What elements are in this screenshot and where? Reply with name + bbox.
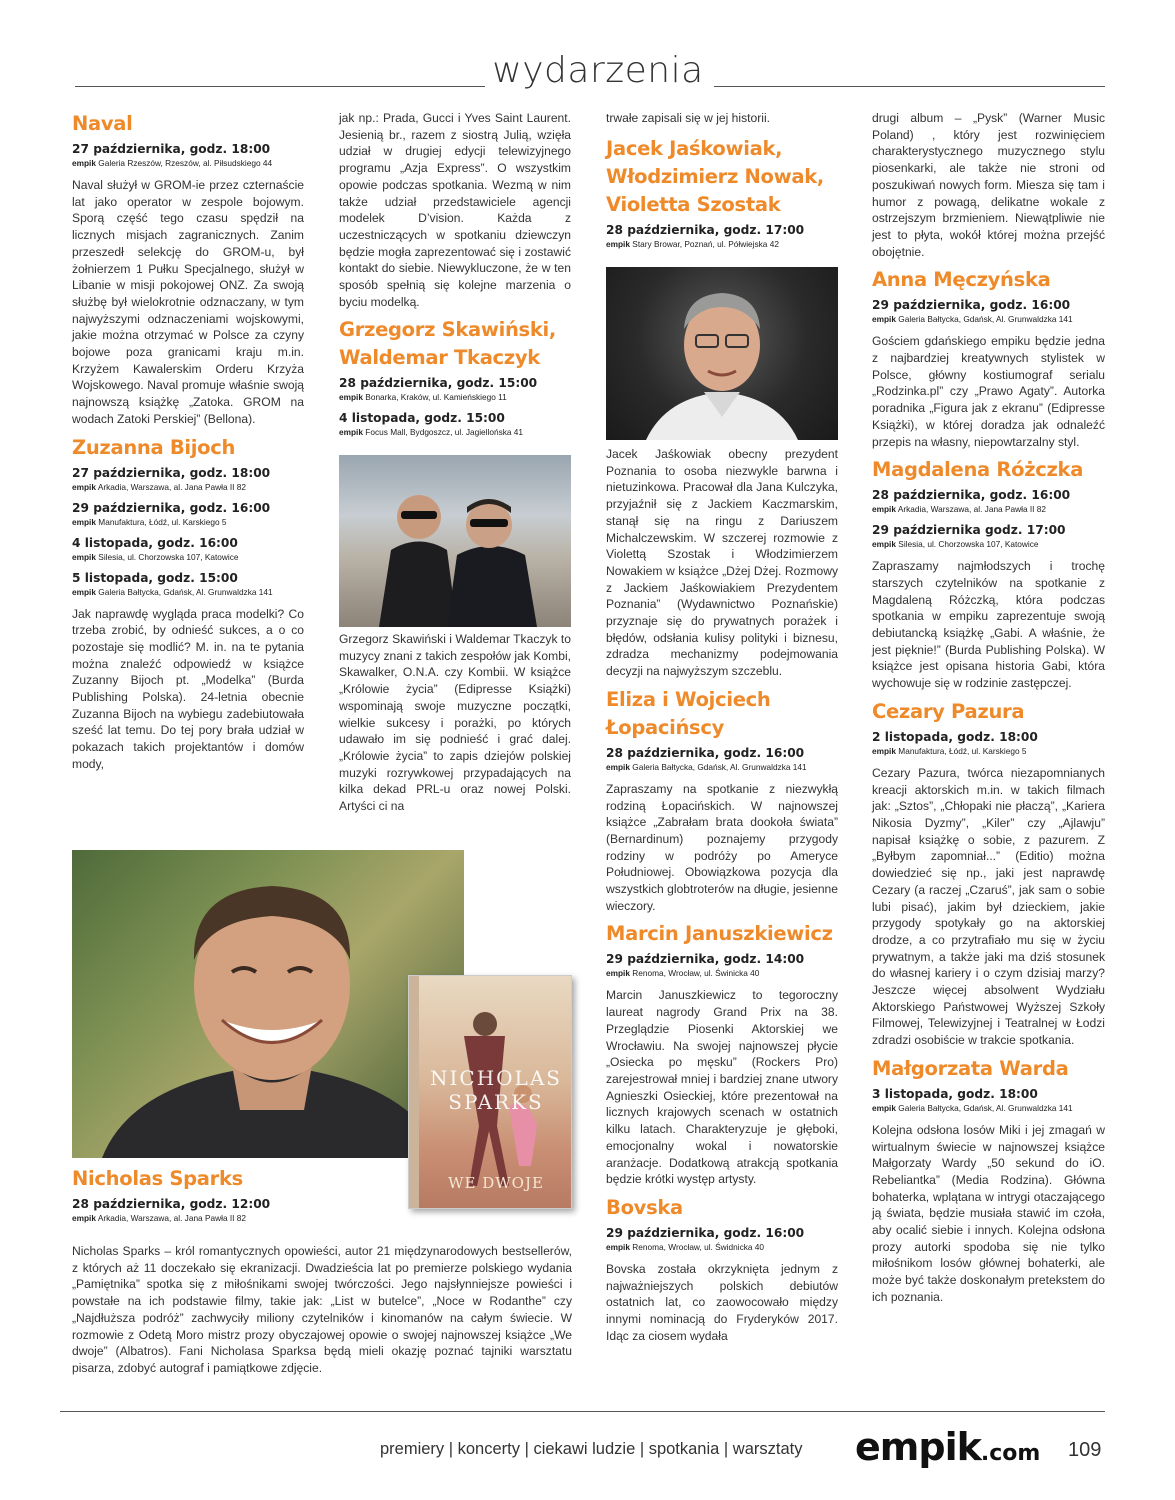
event-description-continued: jak np.: Prada, Gucci i Yves Saint Laurent. Jesienią br., razem z siostrą Julią, wzięła udział w drugiej edycji telewizyjnego programu „Azja Express”. O wszystkim opowie podczas spotkania. Wezmą w nim także udział przedstawiciele agencji modelek D’vision. Każda z uczestniczących w spotkaniu dziewczyn będzie mogła zaprezentować się i zostawić kontakt do siebie. Niewykluczone, że w ten sposób spełnią się kolejne marzenia o byciu modelką.: [339, 111, 571, 309]
event-venue: empik Silesia, ul. Chorzowska 107, Katowice: [872, 539, 1039, 550]
event-date: 29 października, godz. 16:00: [72, 500, 271, 515]
event-title: Nicholas Sparks: [72, 1167, 243, 1190]
event-venue: empik Arkadia, Warszawa, al. Jana Pawła II 82: [72, 481, 247, 492]
event-title: Naval: [72, 112, 133, 135]
event-description: Naval służył w GROM-ie przez czternaście lat jako operator w zespole bojowym. Sporą część tego czasu spędził na licznych misjach zagranicznych. Zanim przeszedł selekcję do GROM-u, był żołnierzem 1 Pułku Specjalnego, służył w Libanie w misji pokojowej ONZ. Za swoją służbę był wielokrotnie odznaczany, w tym najwyższymi odznaczeniami wojskowymi, jakie można otrzymać w Polsce za czyny bojowe poza granicami kraju m.in. Krzyżem Kawalerskim Orderu Krzyża Wojskowego. Naval promuje właśnie swoją najnowszą książkę „Zatoka. GROM na wodach Zatoki Perskiej” (Bellona).: [72, 178, 304, 426]
event-venue: empik Galeria Rzeszów, Rzeszów, al. Piłsudskiego 44: [72, 158, 273, 168]
page-number: 109: [1068, 1439, 1102, 1461]
footer-category-nav: premiery | koncerty | ciekawi ludzie | spotkania | warsztaty: [380, 1440, 803, 1458]
empik-logo: empik.com: [855, 1425, 1041, 1469]
event-date: 4 listopada, godz. 16:00: [72, 535, 238, 550]
event-description: Zapraszamy najmłodszych i trochę starszych czytelników na spotkanie z Magdaleną Różczką, która podczas spotkania w empiku zaprezentuje swoją debiutancką książkę „Gabi. A właśnie, że jest pięknie!” (Burda Publishing Polska). W książce jest opisana historia Gabi, która wychowuje się w rodzinie zastępczej.: [872, 559, 1105, 691]
column-4: [872, 110, 1105, 1306]
column-2-lower: [339, 631, 571, 815]
sparks-section: [72, 1165, 572, 1232]
event-description: Grzegorz Skawiński i Waldemar Tkaczyk to muzycy znani z takich zespołów jak Kombi, Skawalker, O.N.A. czy Kombii. W książce „Królowie życia” (Edipresse Książki) wspominają swoje muzyczne początki, wielkie sukcesy i porażki, po których udawało im się podnieść i grać dalej. „Królowie życia” to zapis dziejów polskiej muzyki rozrywkowej przypadających na kilka dekad PRL-u oraz nowej Polski. Artyści ci na: [339, 632, 571, 814]
event-description: Cezary Pazura, twórca niezapomnianych kreacji aktorskich m.in. w takich filmach jak: „Sztos”, „Chłopaki nie płaczą”, „Kariera Nikosia Dyzmy”, „Kiler” czy „Ajlawju” napisał książkę o sobie, z pazurem. Z „Byłbym zapomniał...” (Editio) można dowiedzieć się np., jaki jest naprawdę Cezary (a raczej „Czaruś”, jak sam o sobie lubi pisać), jakim był dzieckiem, jakie przygody spotykały go na aktorskiej drodze, a co przytrafiało mu się w życiu prywatnym, a także jaki ma dziś stosunek do własnej kariery i o czym dzisiaj marzy? Jeszcze więcej absolwent Wydziału Aktorskiego Państwowej Wyższej Szkoły Filmowej, Telewizyjnej i Teatralnej w Łodzi zdradzi osobiście w trakcie spotkania.: [872, 765, 1105, 1048]
column-1: [72, 110, 304, 773]
event-venue: empik Arkadia, Warszawa, al. Jana Pawła II 82: [872, 504, 1047, 515]
column-3: [606, 110, 838, 258]
event-date: 3 listopada, godz. 18:00: [872, 1086, 1038, 1101]
musicians-photo-illustration: [339, 455, 571, 627]
event-venue: empik Renoma, Wrocław, ul. Świdnicka 40: [606, 1241, 765, 1252]
event-venue: empik Bonarka, Kraków, ul. Kamieńskiego 11: [339, 392, 507, 403]
event-description: Bovska została okrzyknięta jednym z najważniejszych polskich debiutów ostatnich lat, co zaowocowało między innymi nominacją do Fryderyków 2017. Idąc za ciosem wydała: [606, 1261, 838, 1343]
event-date: 28 października, godz. 15:00: [339, 376, 538, 391]
sparks-portrait-illustration: [72, 850, 464, 1158]
event-date: 29 października, godz. 14:00: [606, 952, 805, 967]
event-venue: empik Galeria Bałtycka, Gdańsk, Al. Grunwaldzka 141: [606, 761, 807, 772]
event-title: Anna Męczyńska: [872, 268, 1051, 292]
event-description: Kolejna odsłona losów Miki i jej zmagań w wirtualnym świecie w najnowszej książce Małgorzaty Wardy „50 sekund do iO. Rebeliantka” (Media Rodzina). Główna bohaterka, wplątana w intrygi otaczającego ją świata, będzie musiała stawić im czoła, aby ocalić siebie i innych. Kolejna odsłona prozy autorki spodoba się nie tylko miłośnikom losów głównej bohaterki, ale może być także doskonałym pretekstem do ich poznania.: [872, 1122, 1105, 1304]
event-venue: empik Stary Browar, Poznań, ul. Półwiejska 42: [606, 238, 779, 249]
event-date: 29 października godz. 17:00: [872, 523, 1066, 538]
event-title: Bovska: [606, 1195, 683, 1219]
jaskowiak-photo-illustration: [606, 267, 838, 440]
event-date: 28 października, godz. 16:00: [606, 745, 805, 760]
event-title: Małgorzata Warda: [872, 1056, 1069, 1080]
event-date: 28 października, godz. 16:00: [872, 488, 1071, 503]
event-description: Gościem gdańskiego empiku będzie jedna z najbardziej kreatywnych stylistek w Polsce, główny kostiumograf serialu „Rodzinka.pl” czy „Prawo Agaty”. Autorka poradnika „Figura jak z ekranu” (Edipresse Książki), w której doradza jak odnaleźć przepis na własny, niepowtarzalny styl.: [872, 334, 1105, 449]
event-venue: empik Galeria Bałtycka, Gdańsk, Al. Grunwaldzka 141: [72, 586, 273, 597]
event-venue: empik Arkadia, Warszawa, al. Jana Pawła II 82: [72, 1213, 247, 1223]
event-description: Jak naprawdę wygląda praca modelki? Co trzeba zrobić, by odnieść sukces, a o co pozostaje się modlić? M. in. na te pytania można znaleźć odpowiedź w książce Zuzanny Bijoch pt. „Modelka” (Burda Publishing Polska). 24-letnia obecnie Zuzanna Bijoch na wybiegu zadebiutowała sześć lat temu. Do tej pory brała udział w pokazach takich projektantów i domów mody,: [72, 606, 304, 771]
event-venue: empik Manufaktura, Łódź, ul. Karskiego 5: [72, 516, 227, 527]
event-date: 2 listopada, godz. 18:00: [872, 729, 1038, 744]
column-3-lower: [606, 446, 838, 1344]
event-date: 5 listopada, godz. 15:00: [72, 570, 238, 585]
event-description: Jacek Jaśkowiak obecny prezydent Poznania to osoba niezwykle barwna i nietuzinkowa. Pracował dla Jana Kulczyka, przyjaźnił się z Jackiem Kaczmarskim, stanął się na ringu z Dariuszem Michalczewskim. W szczerej rozmowie z Violettą Szostak i Włodzimierzem Nowakiem w książce „Dżej Dżej. Rozmowy z Jackiem Jaśkowiakiem Prezydentem Poznania” (Wydawnictwo Poznańskie) przyznaje się do prywatnych porażek i błędów, odsłania kulisy polityki i biznesu, zdradza mechanizmy podejmowania decyzji na najwyższym szczeblu.: [606, 447, 838, 679]
event-venue: empik Galeria Bałtycka, Gdańsk, Al. Grunwaldzka 141: [872, 314, 1073, 325]
event-title: Eliza i Wojciech Łopacińscy: [606, 687, 771, 739]
event-venue: empik Manufaktura, Łódź, ul. Karskiego 5: [872, 745, 1027, 756]
event-description-continued: drugi album – „Pysk” (Warner Music Poland) , który jest rozwinięciem charakterystycznego muzycznego stylu piosenkarki, ale także nie stroni od poszukiwań nowych form. Miesza się tam i humor z powagą, delikatne wokale z ostrzejszym brzmieniem. Niewątpliwie nie jest to płyta, wokół której można przejść obojętnie.: [872, 111, 1105, 259]
event-description: Zapraszamy na spotkanie z niezwykłą rodziną Łopacińskich. W najnowszej książce „Zabrałam brata dookoła świata” (Bernardinum) poznajemy przygody rodziny w podróży po Ameryce Południowej. Obowiązkowa pozycja dla wszystkich globtroterów na długie, jesienne wieczory.: [606, 781, 838, 913]
jaskowiak-photo: [606, 267, 838, 440]
footer-rule: [60, 1411, 1105, 1412]
event-date: 27 października, godz. 18:00: [72, 465, 271, 480]
event-venue: empik Silesia, ul. Chorzowska 107, Katowice: [72, 551, 239, 562]
event-venue: empik Galeria Bałtycka, Gdańsk, Al. Grunwaldzka 141: [872, 1102, 1073, 1113]
event-description: Nicholas Sparks – król romantycznych opowieści, autor 21 międzynarodowych bestsellerów, z których aż 11 doczekało się ekranizacji. Dwadzieścia lat po premierze polskiego wydania „Pamiętnika” spotka się z miłośnikami swojej twórczości. Jego najsłynniejsze powieści i powstałe na ich podstawie filmy, takie jak: „List w butelce”, „Noce w Rodanthe” czy „Najdłuższa podróż” zachwyciły miliony czytelników i kinomanów na całym świecie. W rozmowie z Odetą Moro mistrz prozy obyczajowej opowie o swojej najnowszej książce „We dwoje” (Albatros). Fani Nicholasa Sparksa będą mieli okazję poznać tajniki warsztatu pisarza, zdobyć autograf i pamiątkowe zdjęcie.: [72, 1244, 572, 1375]
header-rule-right: [714, 86, 1105, 87]
event-title: Cezary Pazura: [872, 699, 1025, 723]
event-description: Marcin Januszkiewicz to tegoroczny laureat nagrody Grand Prix na 38. Przeglądzie Piosenki Aktorskiej we Wrocławiu. Na swojej najnowszej płycie „Osiecka po męsku” (Rockers Pro) zarejestrował mniej i bardziej znane utwory Agnieszki Osieckiej, które prezentował na licznych krajowych scenach w ostatnich kilku latach. Charakteryzuje je głęboki, emocjonalny wokal i nowatorskie aranżacje. Dodatkową atrakcją spotkania będzie krótki występ artysty.: [606, 988, 838, 1187]
sparks-portrait: [72, 850, 464, 1158]
book-title: WE DWOJE: [448, 1174, 544, 1192]
event-title: Marcin Januszkiewicz: [606, 922, 833, 946]
event-date: 27 października, godz. 18:00: [72, 142, 271, 156]
section-title: wydarzenia: [492, 50, 704, 91]
event-date: 4 listopada, godz. 15:00: [339, 411, 505, 426]
column-2: [339, 110, 571, 446]
event-venue: empik Focus Mall, Bydgoszcz, ul. Jagiellońska 41: [339, 427, 524, 438]
event-title: Zuzanna Bijoch: [72, 435, 236, 459]
event-date: 29 października, godz. 16:00: [606, 1225, 805, 1240]
event-description-continued: trwałe zapisali się w jej historii.: [606, 111, 770, 125]
event-title: Magdalena Różczka: [872, 458, 1084, 482]
header-rule-left: [75, 86, 485, 87]
sparks-description-block: [72, 1243, 572, 1377]
event-date: 28 października, godz. 17:00: [606, 222, 805, 237]
book-author: NICHOLAS SPARKS: [430, 1066, 562, 1114]
event-date: 28 października, godz. 12:00: [72, 1197, 271, 1211]
event-date: 29 października, godz. 16:00: [872, 298, 1071, 313]
event-venue: empik Renoma, Wrocław, ul. Świnicka 40: [606, 968, 760, 979]
event-title: Grzegorz Skawiński, Waldemar Tkaczyk: [339, 318, 557, 370]
musicians-photo: [339, 455, 571, 627]
event-title: Jacek Jaśkowiak, Włodzimierz Nowak, Violetta Szostak: [606, 136, 824, 216]
